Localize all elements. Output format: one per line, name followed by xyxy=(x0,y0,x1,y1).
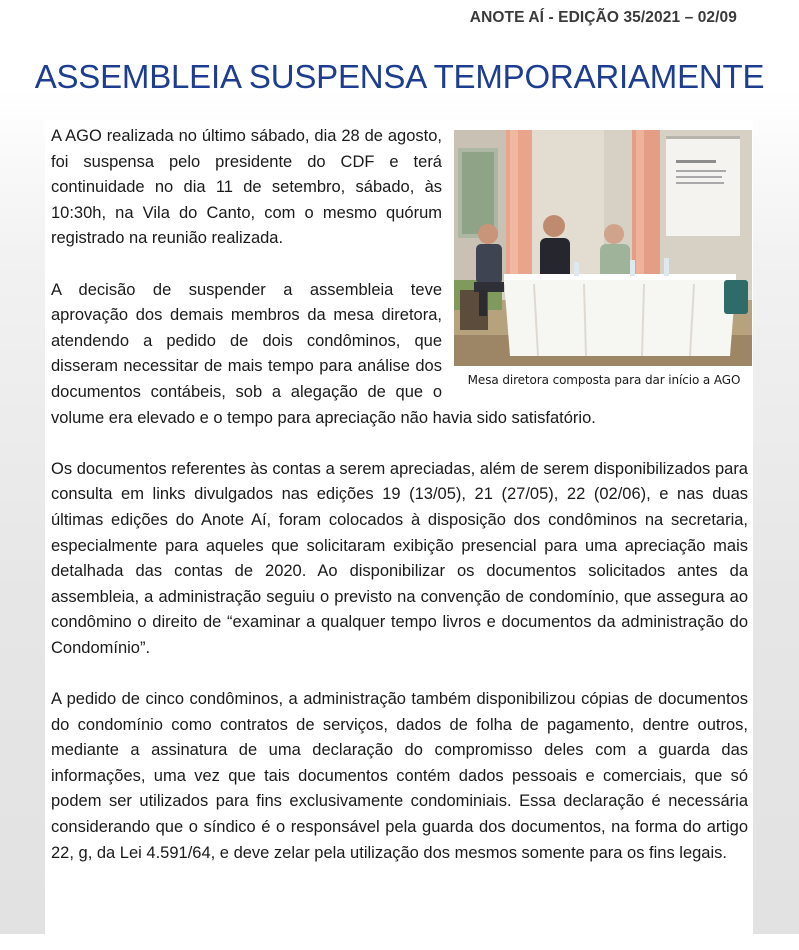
article-body xyxy=(45,120,753,950)
paragraph-3: Os documentos referentes às contas a serem apreciadas, além de serem disponibilizados para consulta em links divulgados nas edições 19 (13/05), 21 (27/05), 22 (02/06), e nas duas últimas edições do Anote Aí, foram colocados à disposição dos condôminos na secretaria, especialmente para aqueles que solicitaram exibição presencial para uma apreciação mais detalhada das contas de 2020. Ao disponibilizar os documentos solicitados antes da assembleia, a administração seguiu o previsto na convenção de condomínio, que assegura ao condômino o direito de “examinar a qualquer tempo livros e documentos da administração do Condomínio”. xyxy=(51,459,748,657)
photo-caption: Mesa diretora composta para dar início a AGO xyxy=(467,373,741,387)
article-figure xyxy=(454,130,754,387)
meeting-photo xyxy=(454,130,752,366)
edition-header: ANOTE AÍ - EDIÇÃO 35/2021 – 02/09 xyxy=(469,9,737,26)
paragraph-1: A AGO realizada no último sábado, dia 28 de agosto, foi suspensa pelo presidente do CDF e terá continuidade no dia 11 de setembro, sábado, às 10:30h, na Vila do Canto, com o mesmo quórum registrado na reunião realizada. xyxy=(51,127,442,248)
article-text xyxy=(51,124,748,866)
paragraph-4: A pedido de cinco condôminos, a administração também disponibilizou cópias de documentos do condomínio como contratos de serviços, dados de folha de pagamento, dentre outros, mediante a assinatura de uma declaração do compromisso deles com a guarda das informações, uma vez que tais documentos contém dados pessoais e comerciais, que só podem ser utilizados para fins exclusivamente condominiais. Essa declaração é necessária considerando que o síndico é o responsável pela guarda dos documentos, na forma do artigo 22, g, da Lei 4.591/64, e deve zelar pela utilização dos mesmos somente para os fins legais. xyxy=(51,690,748,862)
article-title: ASSEMBLEIA SUSPENSA TEMPORARIAMENTE xyxy=(34,58,765,95)
paragraph-2: A decisão de suspender a assembleia teve aprovação dos demais membros da mesa diretora, atendendo a pedido de dois condôminos, que disseram necessitar de mais tempo para análise dos documentos contábeis, sob a alegação de que o volume era elevado e o tempo para apreciação não havia sido satisfatório. xyxy=(51,280,596,427)
